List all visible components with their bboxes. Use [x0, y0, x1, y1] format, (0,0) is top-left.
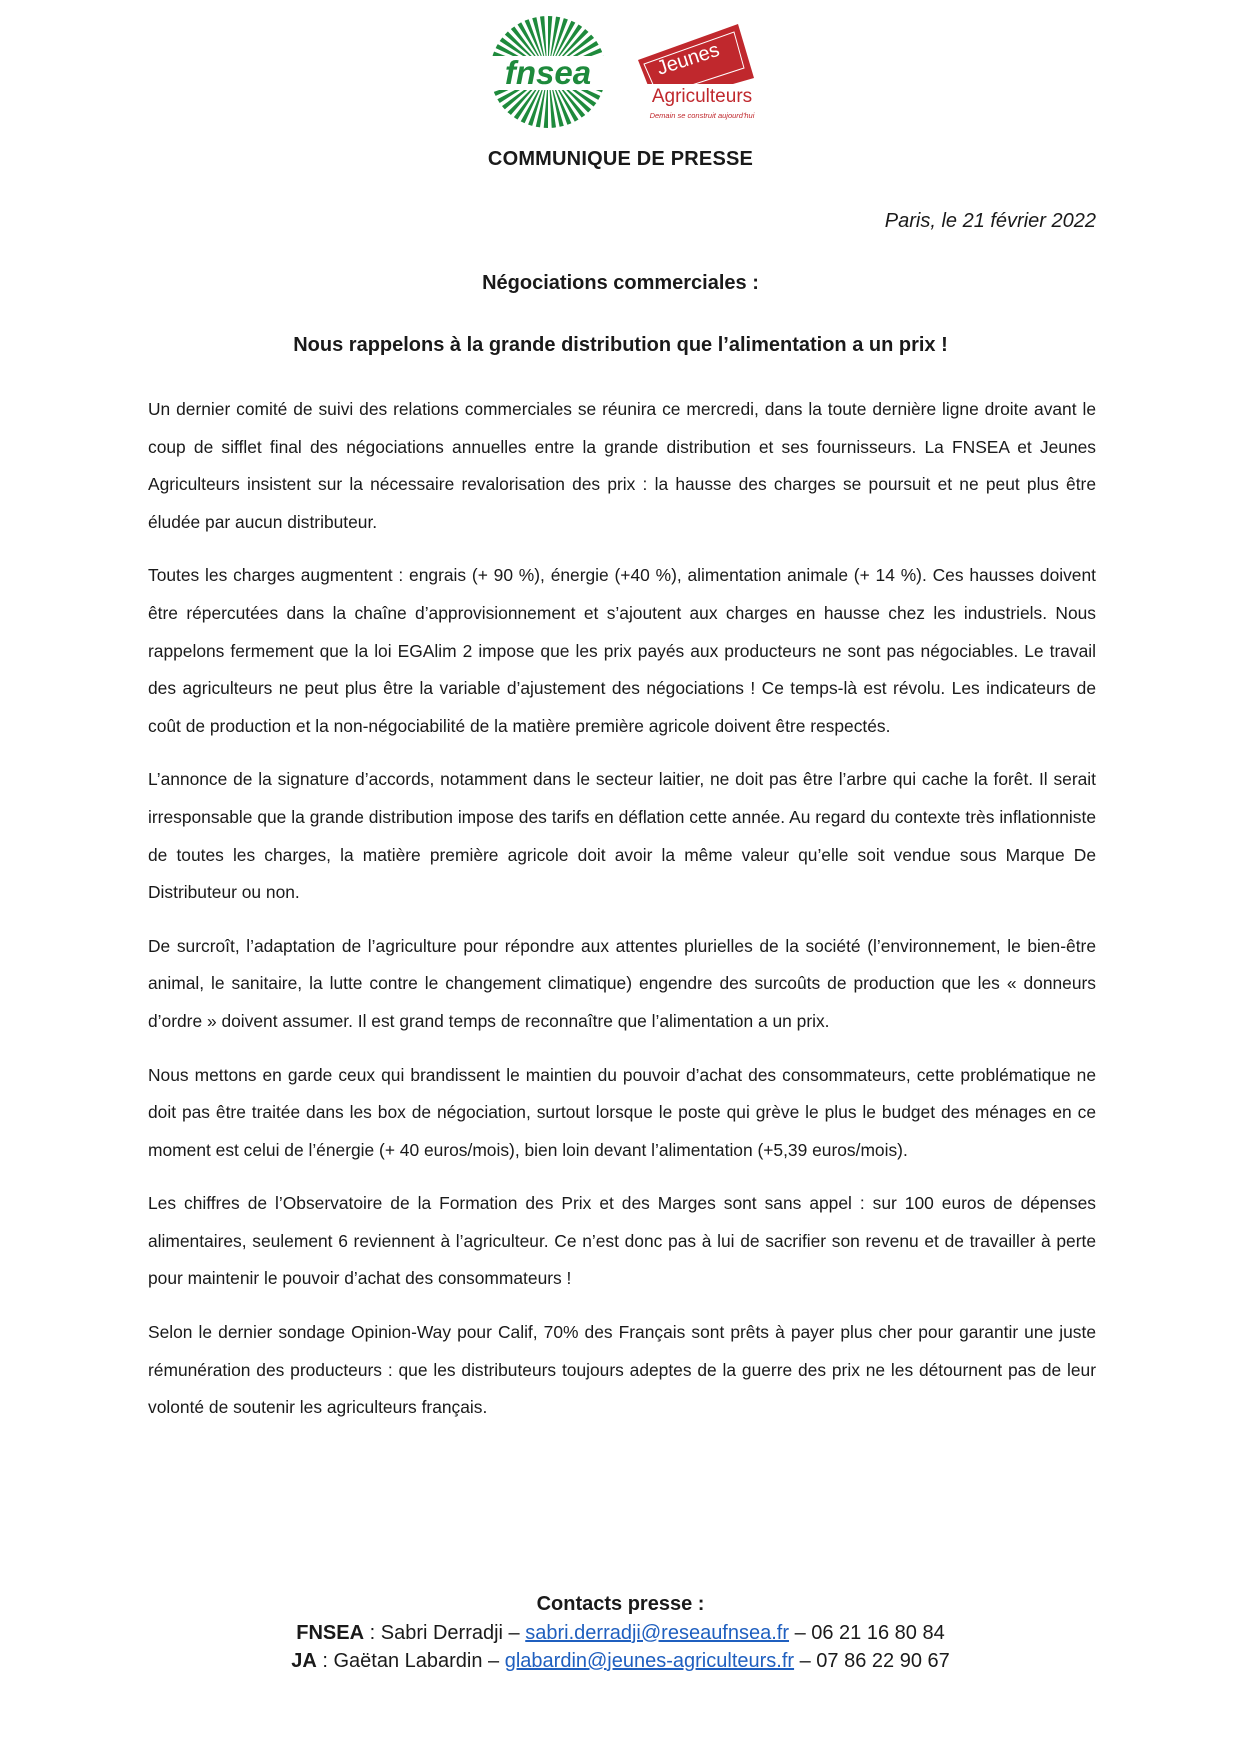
body-paragraph: De surcroît, l’adaptation de l’agriculture pour répondre aux attentes plurielles de la société (l’environnement, le bien-être animal, le sanitaire, la lutte contre le changement climatique) engendre des surcoûts de production que les « donneurs d’ordre » doivent assumer. Il est grand temps de reconnaître que l’alimentation a un prix. — [148, 935, 1096, 1031]
jeunes-agriculteurs-logo — [632, 18, 768, 130]
body-paragraph: L’annonce de la signature d’accords, notamment dans le secteur laitier, ne doit pas être l’arbre qui cache la forêt. Il serait irresponsable que la grande distribution impose des tarifs en déflation cette année. Au regard du contexte très inflationniste de toutes les charges, la matière première agricole doit avoir la même valeur qu’elle soit vendue sous Marque De Distributeur ou non. — [148, 769, 1096, 903]
contact-name: Sabri Derradji – — [380, 1621, 526, 1644]
header-logos — [488, 14, 768, 132]
contact-phone: – 06 21 16 80 84 — [789, 1621, 945, 1644]
press-contacts — [0, 1590, 1241, 1676]
document-subtitle: Nous rappelons à la grande distribution que l’alimentation a un prix ! — [293, 334, 948, 356]
contact-line-ja — [0, 1647, 1241, 1676]
contact-line-fnsea — [0, 1619, 1241, 1648]
ja-logo-line1: Jeunes — [654, 38, 723, 80]
document-date: Paris, le 21 février 2022 — [884, 210, 1096, 232]
contact-org: JA — [291, 1650, 317, 1672]
body-paragraph: Un dernier comité de suivi des relations commerciales se réunira ce mercredi, dans la toute dernière ligne droite avant le coup de sifflet final des négociations annuelles entre la grande distribution et ses fournisseurs. La FNSEA et Jeunes Agriculteurs insistent sur la nécessaire revalorisation des prix : la hausse des charges se poursuit et ne peut plus être éludée par aucun distributeur. — [148, 399, 1096, 532]
body-text — [148, 391, 1096, 1443]
ja-logo-tagline: Demain se construit aujourd'hui — [649, 111, 755, 120]
fnsea-logo — [488, 14, 608, 130]
body-paragraph: Nous mettons en garde ceux qui brandissent le maintien du pouvoir d’achat des consommateurs, cette problématique ne doit pas être traitée dans les box de négociation, surtout lorsque le poste qui grève le plus le budget des ménages en ce moment est celui de l’énergie (+ 40 euros/mois), bien loin devant l’alimentation (+5,39 euros/mois). — [148, 1064, 1096, 1160]
press-contacts-heading: Contacts presse : — [536, 1593, 705, 1615]
contact-email-link[interactable]: glabardin@jeunes-agriculteurs.fr — [504, 1650, 795, 1672]
body-paragraph: Toutes les charges augmentent : engrais (+ 90 %), énergie (+40 %), alimentation animale (+ 14 %). Ces hausses doivent être répercutées dans la chaîne d’approvisionnement et s’ajoutent aux charges en hausse chez les industriels. Nous rappelons fermement que la loi EGAlim 2 impose que les prix payés aux producteurs ne sont pas négociables. Le travail des agriculteurs ne peut plus être la variable d’ajustement des négociations ! Ce temps-là est révolu. Les indicateurs de coût de production et la non-négociabilité de la matière première agricole doivent être respectés. — [148, 565, 1096, 736]
contact-separator: : — [364, 1621, 381, 1644]
contact-email-link[interactable]: sabri.derradji@reseaufnsea.fr — [525, 1621, 790, 1644]
fnsea-logo-text: fnsea — [504, 54, 592, 91]
contact-name: Gaëtan Labardin – — [333, 1650, 505, 1672]
ja-logo-line2: Agriculteurs — [651, 86, 753, 107]
document-type-heading: COMMUNIQUE DE PRESSE — [487, 148, 754, 170]
contact-org: FNSEA — [296, 1621, 365, 1644]
contact-separator: : — [316, 1650, 334, 1672]
contact-phone: – 07 86 22 90 67 — [794, 1650, 950, 1672]
body-paragraph: Selon le dernier sondage Opinion-Way pour Calif, 70% des Français sont prêts à payer plus cher pour garantir une juste rémunération des producteurs : que les distributeurs toujours adeptes de la guerre des prix ne les détournent pas de leur volonté de soutenir les agriculteurs français. — [148, 1322, 1096, 1418]
body-paragraph: Les chiffres de l’Observatoire de la Formation des Prix et des Marges sont sans appel : sur 100 euros de dépenses alimentaires, seulement 6 reviennent à l’agriculteur. Ce n’est donc pas à lui de sacrifier son revenu et de travailler à perte pour maintenir le pouvoir d’achat des consommateurs ! — [148, 1193, 1096, 1289]
document-title: Négociations commerciales : — [482, 272, 759, 294]
